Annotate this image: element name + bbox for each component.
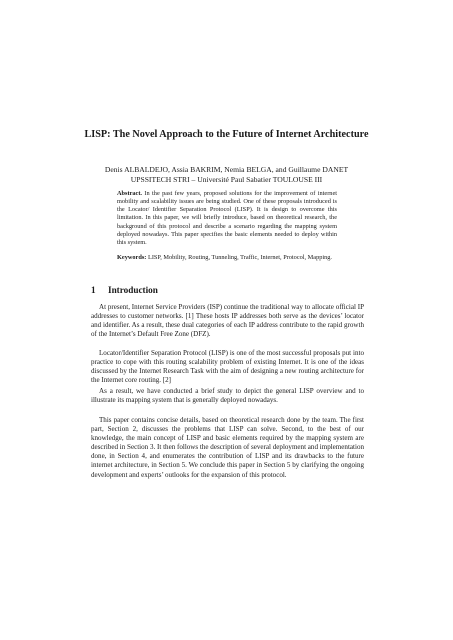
author-list: Denis ALBALDEJO, Assia BAKRIM, Nemia BELGA, and Guillaume DANET [104, 165, 349, 174]
paper-title: LISP: The Novel Approach to the Future of Internet Architecture [84, 129, 369, 140]
abstract [117, 190, 337, 247]
keywords-text: LISP, Mobility, Routing, Tunneling, Traffic, Internet, Protocol, Mapping. [147, 254, 332, 261]
abstract-text: In the past few years, proposed solutions for the improvement of internet mobility and scalability issues are being studied. One of these proposals introduced is the Locator/ Identifier Separation Protocol (LISP). It is design to overcome this limitation. In this paper, we will briefly introduce, based on theoretical research, the background of this protocol and describe a scenario regarding the mapping system deployed nowadays. This paper specifies the basic elements needed to deploy within this system. [117, 190, 337, 246]
paragraph-text: At present, Internet Service Providers (ISP) continue the traditional way to allocate official IP addresses to customer networks. [1] These hosts IP addresses both serve as the devices’ locator and identifier. As a result, these dual categories of each IP address contribute to the rapid growth of the Internet’s Default Free Zone (DFZ). [91, 303, 364, 339]
paragraph-text: This paper contains concise details, based on theoretical research done by the team. The first part, Section 2, discusses the problems that LISP can solve. Second, to the best of our knowledge, the main concept of LISP and basic elements required by the mapping system are described in Section 3. It then follows the description of several deployment and implementation done, in Section 4, and enumerates the contribution of LISP and its drawbacks to the future internet architecture, in Section 5. We conclude this paper in Section 5 by clarifying the ongoing development and experts’ outlooks for the expansion of this protocol. [91, 416, 364, 479]
section-title: Introduction [108, 285, 158, 295]
section-number: 1 [91, 285, 96, 295]
keywords [117, 254, 337, 262]
paragraph-text: As a result, we have conducted a brief study to depict the general LISP overview and to illustrate its mapping system that is generally deployed nowadays. [91, 387, 364, 405]
abstract-label: Abstract. [117, 190, 143, 197]
keywords-label: Keywords: [117, 254, 147, 261]
body-paragraph-2 [91, 349, 364, 385]
body-paragraph-3 [91, 387, 364, 405]
body-paragraph-1 [91, 303, 364, 339]
body-paragraph-4 [91, 416, 364, 480]
author-block [50, 165, 403, 185]
paragraph-text: Locator/Identifier Separation Protocol (LISP) is one of the most successful proposals put into practice to cope with this routing scalability problem of existing Internet. It is one of the ideas discussed by the Internet Research Task with the aim of designing a new routing architecture for the Internet core routing. [2] [91, 349, 364, 385]
section-heading [91, 285, 158, 296]
affiliation: UPSSITECH STRI – Université Paul Sabatier TOULOUSE III [130, 175, 323, 184]
